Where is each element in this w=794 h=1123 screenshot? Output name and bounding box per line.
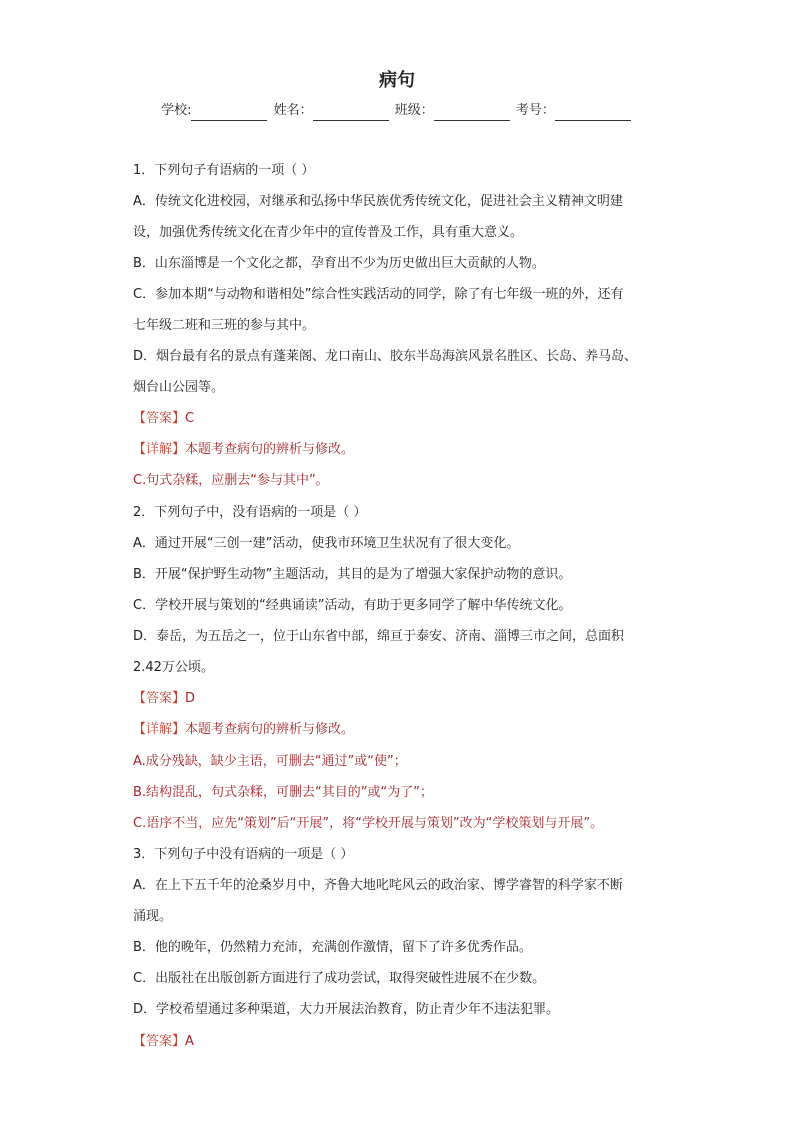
q2-option-d-line2: 2.42万公顷。: [133, 660, 214, 675]
class-blank: [434, 105, 510, 121]
q1-option-d-line2: 烟台山公园等。: [133, 380, 225, 395]
q2-option-a: A．通过开展“三创一建”活动，使我市环境卫生状况有了很大变化。: [133, 536, 520, 551]
q3-option-b: B．他的晚年，仍然精力充沛，充满创作激情，留下了许多优秀作品。: [133, 940, 532, 955]
q3-option-d: D．学校希望通过多种渠道，大力开展法治教育，防止青少年不违法犯罪。: [133, 1002, 560, 1017]
q1-explanation-c: C.句式杂糅，应删去“参与其中”。: [133, 473, 329, 488]
q2-option-d-line1: D．泰岳，为五岳之一，位于山东省中部，绵亘于泰安、济南、淄博三市之间，总面积: [133, 629, 625, 644]
school-blank: [191, 105, 267, 121]
detail-text: 本题考查病句的辨析与修改。: [185, 442, 355, 457]
exam-no-label: 考号：: [515, 103, 555, 118]
q1-option-a-line1: A．传统文化进校园，对继承和弘扬中华民族优秀传统文化，促进社会主义精神文明建: [133, 194, 623, 209]
q2-option-b: B．开展“保护野生动物”主题活动，其目的是为了增强大家保护动物的意识。: [133, 567, 572, 582]
q1-option-d-line1: D．烟台最有名的景点有蓬莱阁、龙口南山、胶东半岛海滨风景名胜区、长岛、养马岛、: [133, 349, 638, 364]
class-label: 班级：: [394, 103, 434, 118]
q2-answer: [133, 689, 195, 709]
q2-explanation-b: B.结构混乱，句式杂糅，可删去“其目的”或“为了”；: [133, 785, 433, 800]
q2-detail: [133, 720, 354, 740]
detail-text: 本题考查病句的辨析与修改。: [185, 722, 355, 737]
q2-explanation-a: A.成分残缺，缺少主语，可删去“通过”或“使”；: [133, 754, 407, 769]
q1-answer: [133, 409, 194, 429]
school-label: 学校:: [161, 103, 192, 118]
answer-label: 【答案】: [133, 691, 186, 706]
name-label: 姓名：: [273, 103, 313, 118]
answer-value: C: [185, 411, 195, 426]
name-blank: [313, 105, 389, 121]
q2-option-c: C．学校开展与策划的“经典诵读”活动，有助于更多同学了解中华传统文化。: [133, 598, 572, 613]
answer-value: A: [185, 1034, 194, 1049]
q3-option-a-line2: 涌现。: [133, 909, 173, 924]
detail-label: 【详解】: [133, 442, 186, 457]
q3-stem: 3．下列句子中没有语病的一项是（ ）: [133, 847, 354, 862]
detail-label: 【详解】: [133, 722, 186, 737]
answer-label: 【答案】: [133, 411, 186, 426]
q1-option-b: B．山东淄博是一个文化之都，孕育出不少为历史做出巨大贡献的人物。: [133, 256, 545, 271]
answer-label: 【答案】: [133, 1034, 186, 1049]
answer-value: D: [185, 691, 196, 706]
page-title: 病句: [379, 70, 415, 91]
q3-answer: [133, 1032, 194, 1052]
q3-option-a-line1: A．在上下五千年的沧桑岁月中，齐鲁大地叱咤风云的政治家、博学睿智的科学家不断: [133, 878, 623, 893]
exam-no-blank: [555, 105, 631, 121]
q1-option-c-line2: 七年级二班和三班的参与其中。: [133, 318, 316, 333]
q2-stem: 2．下列句子中，没有语病的一项是（ ）: [133, 505, 367, 520]
q1-option-a-line2: 设，加强优秀传统文化在青少年中的宣传普及工作，具有重大意义。: [133, 225, 524, 240]
q1-stem: 1．下列句子有语病的一项（ ）: [133, 163, 315, 178]
student-info-header: [0, 101, 794, 121]
q2-explanation-c: C.语序不当，应先“策划”后“开展”，将“学校开展与策划”改为“学校策划与开展”。: [133, 816, 604, 831]
q1-detail: [133, 440, 354, 460]
q3-option-c: C．出版社在出版创新方面进行了成功尝试，取得突破性进展不在少数。: [133, 971, 546, 986]
q1-option-c-line1: C．参加本期“与动物和谐相处”综合性实践活动的同学，除了有七年级一班的外，还有: [133, 287, 624, 302]
